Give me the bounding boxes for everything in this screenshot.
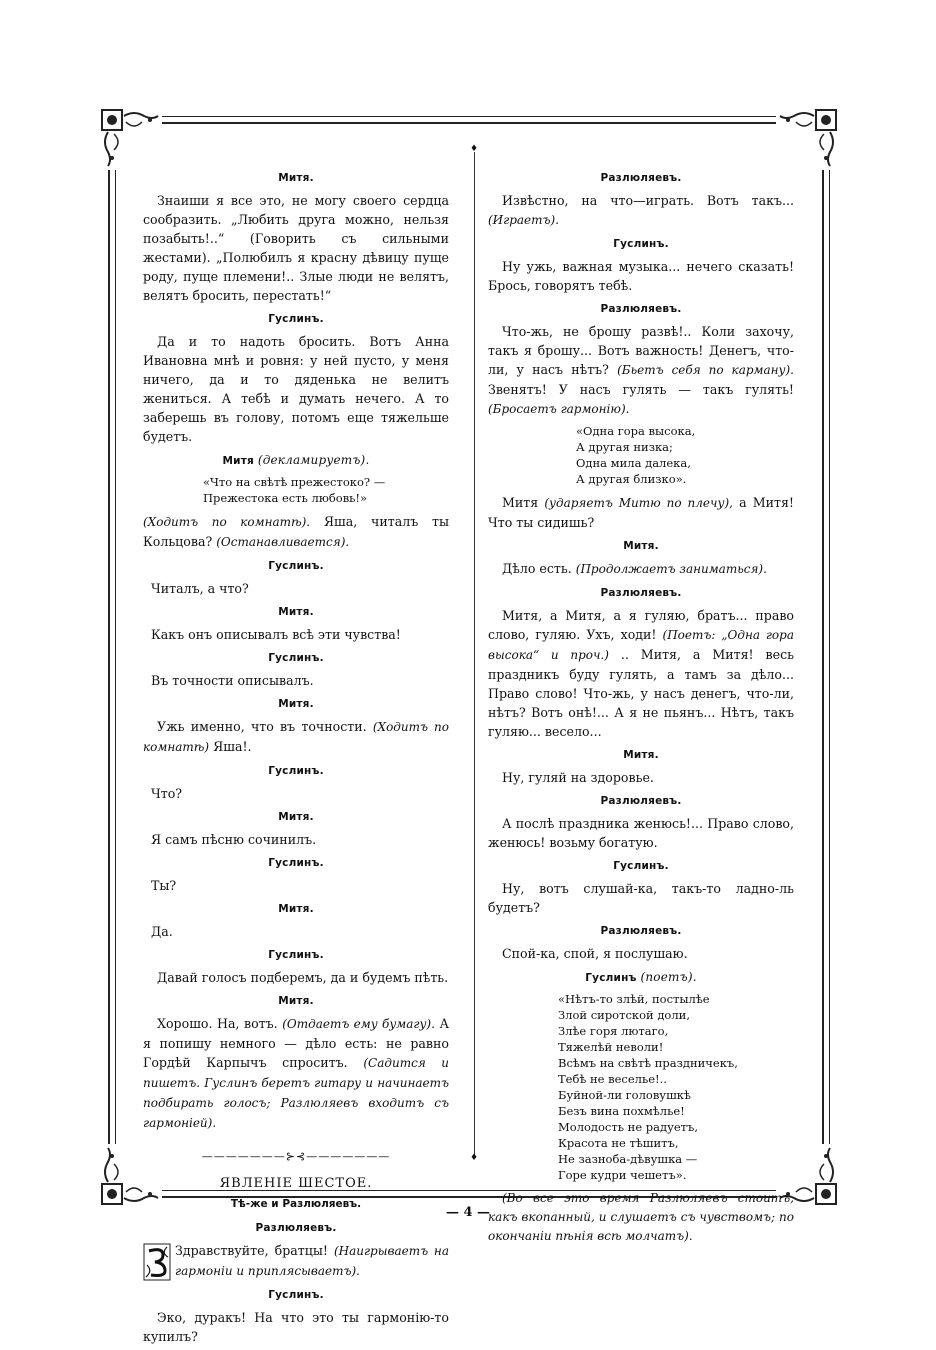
speaker-label: Разлюляевъ. xyxy=(600,587,682,599)
speaker-label xyxy=(143,451,449,471)
dialogue-text: Яша!. xyxy=(213,739,252,754)
verse-line: «Что на свѣтѣ прежестоко? — xyxy=(203,475,386,489)
dialogue-paragraph: А послѣ праздника женюсь!... Право слово, женюсь! возьму богатую. xyxy=(488,816,794,850)
speaker-label: Разлюляевъ. xyxy=(600,925,682,937)
page-number: — 4 — xyxy=(445,1205,491,1220)
verse-line: Всѣмъ на свѣтѣ праздничекъ, xyxy=(558,1056,738,1070)
dialogue-paragraph xyxy=(143,1014,449,1133)
verse-line: Безъ вина похмѣлье! xyxy=(558,1104,685,1118)
border-top-rule xyxy=(162,116,776,124)
verse-line: Красота не тѣшитъ, xyxy=(558,1136,679,1150)
dialogue-text: Извѣстно, на что—играть. Вотъ такъ... xyxy=(502,193,794,208)
speaker-label: Гуслинъ. xyxy=(613,860,669,872)
dialogue-text: Хорошо. На, вотъ. xyxy=(157,1016,278,1031)
speaker-label: Разлюляевъ. xyxy=(600,172,682,184)
dialogue-paragraph: Знаиши я все это, не могу своего сердца сообразить. „Любить друга можно, нельзя позабыть!..“ (Говорить съ сильными жестами). „Полюбилъ я красну дѣвицу пуще роду, пуще племени!.. Злые люди не велятъ, велятъ бросить, перестать!“ xyxy=(143,193,449,303)
verse-line: Одна мила далека, xyxy=(576,456,691,470)
speaker-label: Митя. xyxy=(278,995,314,1007)
dialogue-paragraph: Да и то надоть бросить. Вотъ Анна Ивановна мнѣ и ровня: у ней пусто, у меня ничего, да и то дяденька не велитъ жениться. А тебѣ и думать нечего. А то заберешь въ голову, потомъ еще тяжельше будетъ. xyxy=(143,334,449,444)
corner-ornament-icon xyxy=(778,108,838,168)
right-column xyxy=(488,164,794,1250)
stage-direction: (Наигрываетъ на гармоніи и приплясываетъ). xyxy=(175,1244,449,1278)
verse-block xyxy=(558,991,794,1183)
stage-direction: (Во все это время Разлюляевъ стоитъ, какъ вкопанный, и слушаетъ съ чувствомъ; по окончаніи пѣнія всѣ молчатъ). xyxy=(488,1191,794,1243)
verse-line: Буйной-ли головушкѣ xyxy=(558,1088,691,1102)
section-separator: ———————⊱⊰——————— xyxy=(201,1150,391,1163)
verse-line: «Нѣтъ-то злѣй, постылѣе xyxy=(558,992,710,1006)
speaker-label: Гуслинъ. xyxy=(613,238,669,250)
dialogue-paragraph xyxy=(488,322,794,419)
dialogue-text: Митя, а Митя, а я гуляю, братъ... право слово, гуляю. Ухъ, ходи! xyxy=(488,608,794,642)
verse-line: Злѣе горя лютаго, xyxy=(558,1024,669,1038)
speaker-label: Гуслинъ. xyxy=(268,949,324,961)
speaker-label: Митя. xyxy=(278,903,314,915)
scene-subtitle: Тѣ-же и Разлюляевъ. xyxy=(230,1198,362,1210)
stage-direction: (Ходитъ по комнатѣ) xyxy=(143,720,449,754)
dialogue-paragraph: Я самъ пѣсню сочинилъ. xyxy=(151,832,317,847)
dialogue-paragraph: Давай голосъ подберемъ, да и будемъ пѣть. xyxy=(157,970,449,985)
dialogue-paragraph: Какъ онъ описывалъ всѣ эти чувства! xyxy=(151,627,401,642)
dialogue-paragraph: Ну, вотъ слушай-ка, такъ-то ладно-ль будетъ? xyxy=(488,881,794,915)
speaker-label: Гуслинъ. xyxy=(268,857,324,869)
dialogue-text: Звенятъ! У насъ гулять — такъ гулять! xyxy=(488,382,794,397)
dialogue-paragraph: Да. xyxy=(151,924,173,939)
column-divider xyxy=(474,152,475,1155)
dialogue-paragraph xyxy=(488,493,794,532)
stage-direction: (Поетъ: „Одна гора высока“ и проч.) xyxy=(488,628,794,662)
dialogue-text: Здравствуйте, братцы! xyxy=(175,1243,328,1258)
stage-direction: (Продолжаетъ заниматься). xyxy=(575,562,767,576)
speaker-name: Гуслинъ xyxy=(585,972,637,984)
speaker-label: Митя. xyxy=(278,698,314,710)
speaker-label: Гуслинъ. xyxy=(268,765,324,777)
speaker-label: Разлюляевъ. xyxy=(600,303,682,315)
verse-line: Горе кудри чешетъ». xyxy=(558,1168,687,1182)
corner-ornament-icon xyxy=(100,108,160,168)
dialogue-paragraph: Эко, дуракъ! На что это ты гармонію-то купилъ? xyxy=(143,1310,449,1344)
dialogue-text: А я попишу немного — дѣло есть: не равно Гордѣй Карпычъ спроситъ. xyxy=(143,1016,449,1070)
dialogue-text: а Митя! Что ты сидишь? xyxy=(488,495,794,530)
speaker-label: Гуслинъ. xyxy=(268,313,324,325)
border-left-rule xyxy=(108,170,116,1144)
border-right-rule xyxy=(822,170,830,1144)
stage-direction: (Ходитъ по комнатѣ). xyxy=(143,515,311,529)
stage-direction: (Отдаетъ ему бумагу). xyxy=(282,1017,435,1031)
speaker-label xyxy=(488,968,794,988)
stage-direction: (Бьетъ себя по карману). xyxy=(617,363,794,377)
dialogue-paragraph xyxy=(143,717,449,757)
dialogue-paragraph xyxy=(143,1241,449,1281)
scene-title: ЯВЛЕНІЕ ШЕСТОЕ. xyxy=(219,1176,373,1191)
speaker-name: Митя xyxy=(222,455,254,467)
speaker-label: Разлюляевъ. xyxy=(255,1222,337,1234)
stage-direction: (Останавливается). xyxy=(216,535,350,549)
verse-line: А другая низка; xyxy=(576,440,673,454)
dialogue-text: Митя xyxy=(502,495,539,510)
dialogue-paragraph: Ну, гуляй на здоровье. xyxy=(502,770,654,785)
dialogue-paragraph: Въ точности описывалъ. xyxy=(151,673,314,688)
verse-block xyxy=(203,474,449,506)
verse-line: Прежестока есть любовь!» xyxy=(203,491,368,505)
speaker-label: Разлюляевъ. xyxy=(600,795,682,807)
speaker-label: Гуслинъ. xyxy=(268,560,324,572)
dialogue-paragraph xyxy=(488,606,794,741)
stage-direction: (ударяетъ Митю по плечу), xyxy=(544,496,733,510)
verse-line: Злой сиротской доли, xyxy=(558,1008,690,1022)
stage-direction: (Играетъ). xyxy=(488,213,560,227)
stage-direction: (Бросаетъ гармонію). xyxy=(488,402,630,416)
dialogue-text: Дѣло есть. xyxy=(502,561,572,576)
dialogue-text: .. Митя, а Митя! весь праздникъ буду гулять, а тамъ за дѣло... Право слово! Что-жь, у насъ денегъ, что-ли, нѣтъ? Вотъ онѣ!... А я не пьянъ... Нѣтъ, такъ гуляю... весело... xyxy=(488,647,794,739)
speaker-label: Митя. xyxy=(623,749,659,761)
stage-direction: (Садится и пишетъ. Гуслинъ беретъ гитару и начинаетъ подбирать голосъ; Разлюляевъ входитъ съ гармоніей). xyxy=(143,1056,449,1130)
dialogue-paragraph: Спой-ка, спой, я послушаю. xyxy=(502,946,688,961)
verse-line: Молодость не радуетъ, xyxy=(558,1120,698,1134)
dialogue-paragraph xyxy=(488,191,794,230)
verse-line: «Одна гора высока, xyxy=(576,424,696,438)
speaker-label: Митя. xyxy=(278,606,314,618)
dialogue-text: Ужь именно, что въ точности. xyxy=(157,719,367,734)
dialogue-text: Что-жь, не брошу развѣ!.. Коли захочу, такъ я брошу... Вотъ важность! Денегъ, что-ли, у насъ нѣтъ? xyxy=(488,324,794,377)
stage-direction: (поетъ). xyxy=(640,970,697,984)
speaker-label: Митя. xyxy=(623,540,659,552)
speaker-label: Митя. xyxy=(278,811,314,823)
dialogue-paragraph xyxy=(143,512,449,552)
speaker-label: Митя. xyxy=(278,172,314,184)
verse-line: Не зазноба-дѣвушка — xyxy=(558,1152,698,1166)
verse-line: А другая близко». xyxy=(576,472,687,486)
stage-direction: (декламируетъ). xyxy=(257,453,370,467)
left-column xyxy=(143,164,449,1350)
verse-block xyxy=(576,423,794,487)
speaker-label: Гуслинъ. xyxy=(268,1289,324,1301)
decorative-dropcap-icon xyxy=(143,1243,171,1281)
dialogue-paragraph xyxy=(488,559,794,579)
dialogue-paragraph: Ты? xyxy=(151,878,177,893)
speaker-label: Гуслинъ. xyxy=(268,652,324,664)
dialogue-text: Яша, читалъ ты Кольцова? xyxy=(143,514,449,549)
verse-line: Тебѣ не веселье!.. xyxy=(558,1072,667,1086)
verse-line: Тяжелѣй неволи! xyxy=(558,1040,664,1054)
dialogue-paragraph: Что? xyxy=(151,786,183,801)
dialogue-paragraph: Ну ужь, важная музыка... нечего сказать! Брось, говорятъ тебѣ. xyxy=(488,259,794,293)
dialogue-paragraph: Читалъ, а что? xyxy=(151,581,249,596)
